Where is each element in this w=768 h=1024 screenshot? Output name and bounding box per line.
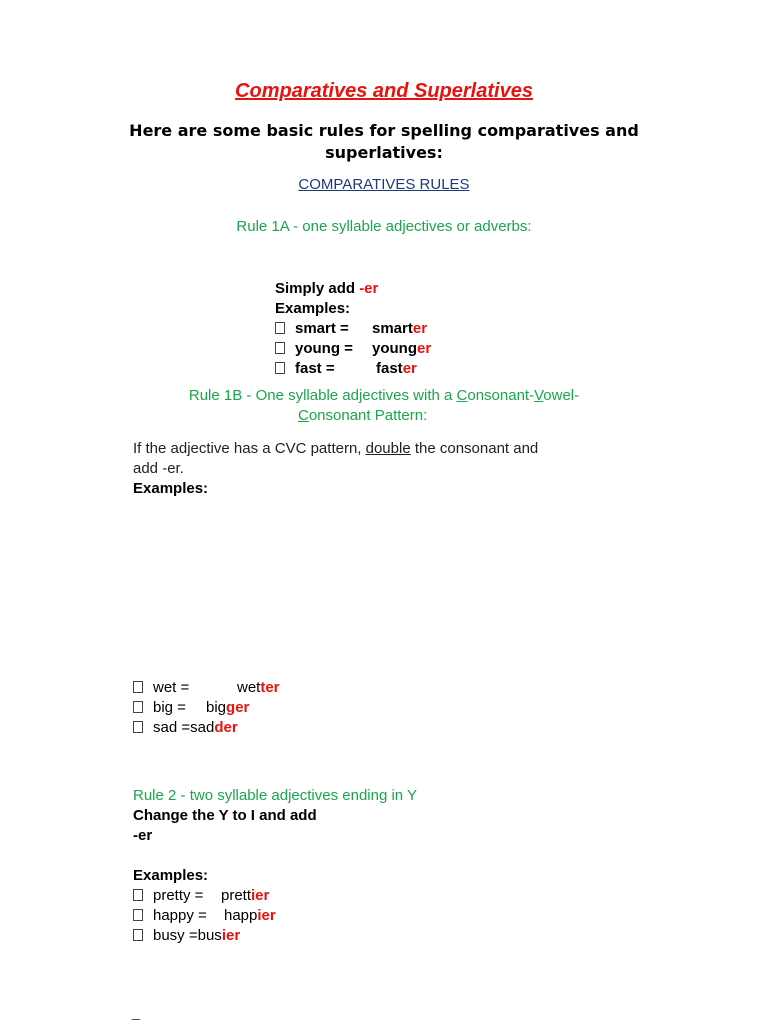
- bullet-box-icon: [275, 322, 285, 334]
- example-word: fast =: [295, 360, 335, 377]
- footer-link-mark[interactable]: _: [132, 1004, 140, 1020]
- bullet-box-icon: [275, 362, 285, 374]
- example-base: sad: [190, 719, 215, 736]
- list-item: [133, 678, 280, 698]
- rule-1b-heading-text: Rule 1B - One syllable adjectives with a: [188, 387, 457, 404]
- rule-1b-heading-text: onsonant Pattern:: [308, 407, 428, 424]
- example-word: pretty =: [153, 887, 204, 904]
- page-title: Comparatives and Superlatives: [235, 80, 533, 102]
- example-suffix: ger: [226, 699, 250, 716]
- example-word: busy =: [153, 927, 198, 944]
- rule-1b-heading-c: C: [298, 407, 309, 424]
- bullet-box-icon: [133, 701, 143, 713]
- example-word: big =: [153, 699, 186, 716]
- rule-2-instruction-line-1: Change the Y to I and add: [133, 807, 317, 824]
- example-suffix: er: [412, 320, 428, 337]
- intro-heading: [0, 120, 768, 164]
- intro-line-1: Here are some basic rules for spelling comparatives and: [129, 121, 639, 140]
- bullet-box-icon: [133, 721, 143, 733]
- example-suffix: ter: [260, 679, 280, 696]
- rule-2-heading: Rule 2 - two syllable adjectives ending in Y: [133, 787, 418, 804]
- rule-1a-suffix: -er: [359, 280, 379, 297]
- example-word: smart =: [295, 320, 349, 337]
- rule-1b-heading: [0, 386, 768, 406]
- example-base: wet: [237, 679, 261, 696]
- example-base: big: [206, 699, 227, 716]
- rule-1a-instruction: [275, 279, 378, 299]
- example-word: sad =: [153, 719, 191, 736]
- list-item: [133, 698, 249, 718]
- bullet-box-icon: [133, 909, 143, 921]
- list-item: [275, 339, 431, 359]
- rule-1b-text: If the adjective has a CVC pattern,: [133, 440, 366, 457]
- rule-1b-emphasis: double: [365, 440, 411, 457]
- rule-1a-examples-label: Examples:: [275, 300, 351, 317]
- list-item: [133, 926, 240, 946]
- example-word: young =: [295, 340, 353, 357]
- bullet-box-icon: [133, 889, 143, 901]
- list-item: [275, 319, 427, 339]
- example-word: wet =: [153, 679, 190, 696]
- rule-1b-heading-text: onsonant-: [467, 387, 535, 404]
- list-item: [133, 718, 238, 738]
- rule-2-examples-label: Examples:: [133, 867, 209, 884]
- rule-1a-instruction-text: Simply add: [275, 280, 360, 297]
- example-word: happy =: [153, 907, 207, 924]
- rule-1b-examples-label: Examples:: [133, 480, 209, 497]
- example-suffix: er: [417, 340, 432, 357]
- list-item: [275, 359, 417, 379]
- example-base: fast: [376, 360, 403, 377]
- example-base: smart: [372, 320, 413, 337]
- rule-2-instruction-line-2: -er: [133, 827, 153, 844]
- rule-1b-heading-line-2: [298, 406, 427, 426]
- intro-line-2: superlatives:: [325, 143, 443, 162]
- example-suffix: ier: [251, 887, 270, 904]
- rule-1b-heading-v: V: [534, 387, 544, 404]
- example-suffix: ier: [257, 907, 276, 924]
- list-item: [133, 886, 269, 906]
- rule-1a-heading: Rule 1A - one syllable adjectives or adverbs:: [236, 218, 532, 235]
- rule-1b-text-line-1: [133, 439, 538, 459]
- rule-1b-heading-text: owel-: [543, 387, 580, 404]
- comparatives-rules-heading: COMPARATIVES RULES: [298, 176, 470, 193]
- rule-1b-text-line-2: add -er.: [133, 460, 184, 477]
- example-suffix: ier: [221, 927, 241, 944]
- example-suffix: der: [214, 719, 238, 736]
- bullet-box-icon: [133, 681, 143, 693]
- rule-1b-heading-c: C: [456, 387, 468, 404]
- bullet-box-icon: [133, 929, 143, 941]
- example-base: bus: [197, 927, 222, 944]
- example-base: prett: [221, 887, 252, 904]
- example-base: happ: [224, 907, 258, 924]
- example-suffix: er: [402, 360, 417, 377]
- rule-1b-text: the consonant and: [410, 440, 539, 457]
- example-base: young: [372, 340, 417, 357]
- bullet-box-icon: [275, 342, 285, 354]
- list-item: [133, 906, 276, 926]
